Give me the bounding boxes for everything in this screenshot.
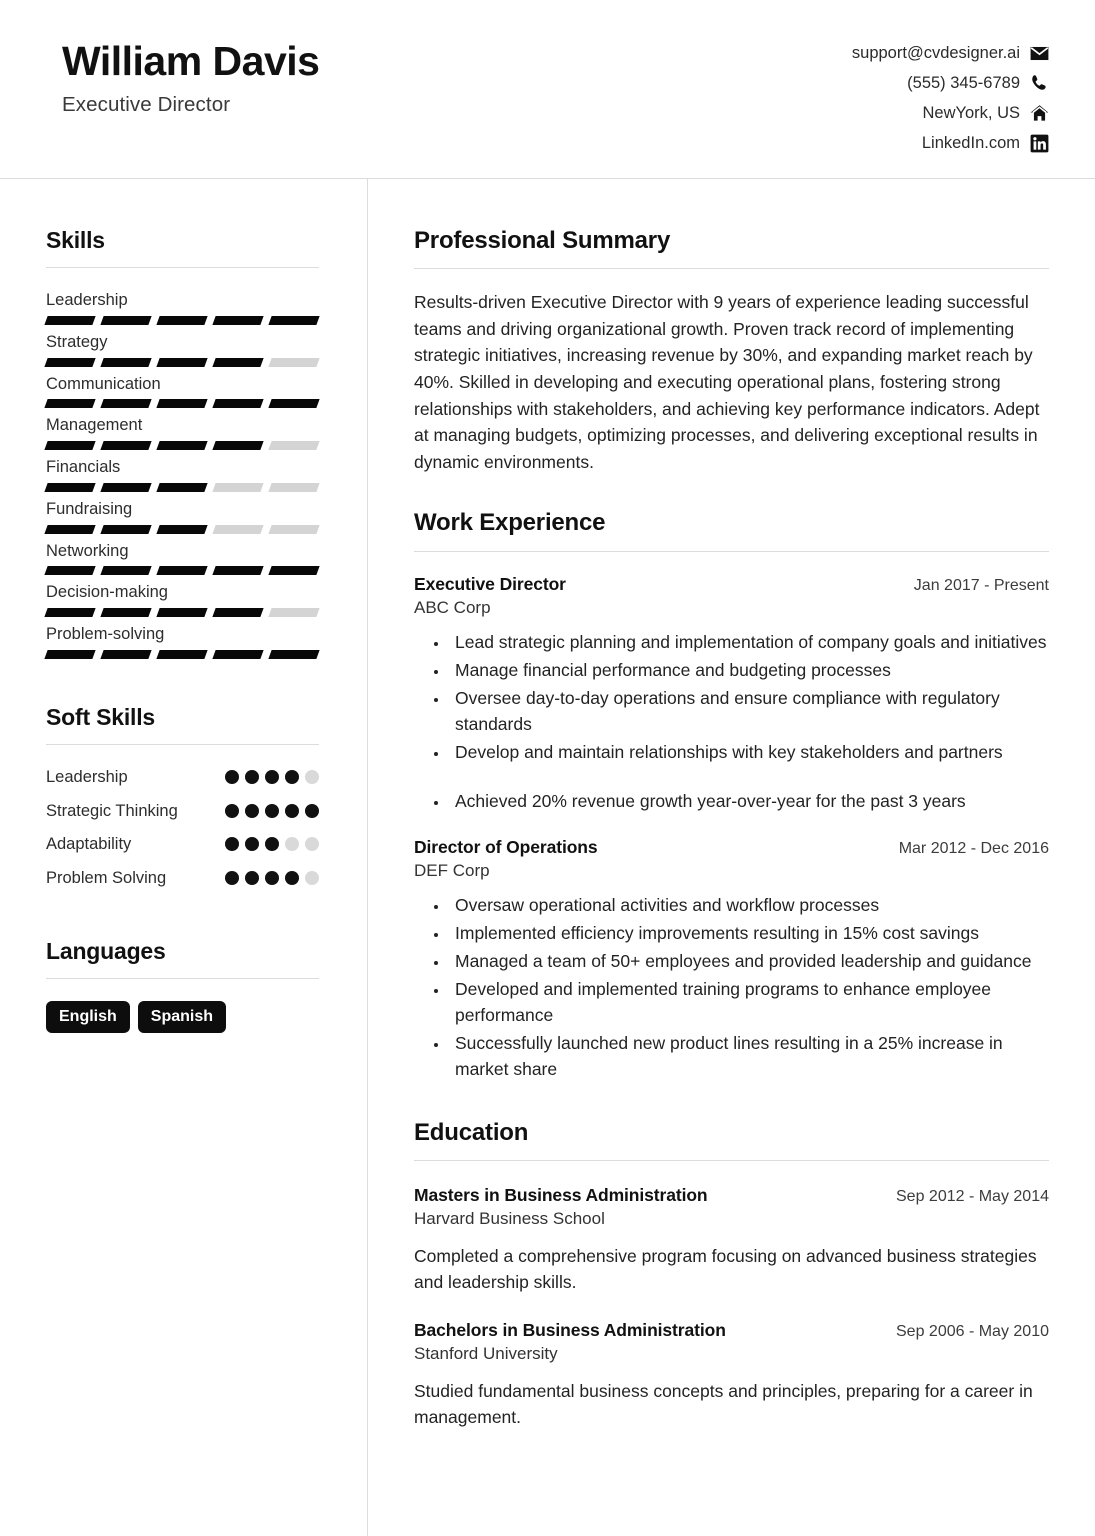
- spacer: [414, 475, 1049, 509]
- skill-bar-segment: [44, 399, 95, 408]
- education-school: Harvard Business School: [414, 1209, 605, 1229]
- summary-text: Results-driven Executive Director with 9 years of experience leading successful teams and driving organizational growth. Proven track record of implementing strategic initiatives, increasing revenue by 30%, and expanding market reach by 40%. Skilled in developing and executing operational plans, fostering strong relationships with stakeholders, and achieving key performance indicators. Adept at managing budgets, optimizing processes, and delivering exceptional results in dynamic environments.: [414, 292, 1040, 472]
- rating-dot: [265, 770, 279, 784]
- languages-list: [46, 1001, 319, 1033]
- skill-name: Fundraising: [46, 499, 133, 518]
- skill-level-bar: [46, 441, 318, 450]
- section-education: [414, 1119, 1049, 1431]
- work-entry: [414, 837, 1049, 1082]
- work-bullet: • Developed and implemented training programs to enhance employee performance: [449, 977, 1049, 1029]
- soft-skill-name: Adaptability: [46, 835, 132, 854]
- contact-email[interactable]: [852, 42, 1049, 66]
- skill-bar-segment: [212, 566, 263, 575]
- soft-skill-row: [46, 832, 319, 858]
- education-description: Studied fundamental business concepts and principles, preparing for a career in management.: [414, 1380, 1033, 1427]
- skill-level-bar: [46, 358, 318, 367]
- spacer: [46, 900, 319, 938]
- skills-list: [46, 288, 319, 659]
- skill-item: [46, 622, 319, 659]
- contact-block: [852, 34, 1049, 156]
- education-heading: Education: [414, 1118, 529, 1146]
- section-soft-skills: [46, 704, 319, 892]
- skill-bar-segment: [156, 483, 207, 492]
- education-degree: Bachelors in Business Administration: [414, 1319, 726, 1340]
- skill-item: [46, 288, 319, 325]
- skill-bar-segment: [44, 316, 95, 325]
- spacer: [414, 1085, 1049, 1119]
- contact-location: [922, 102, 1049, 126]
- rating-dot: [225, 871, 239, 885]
- summary-heading: Professional Summary: [414, 226, 671, 254]
- rating-dot: [245, 804, 259, 818]
- work-entries: [414, 574, 1049, 1083]
- skill-bar-segment: [156, 650, 207, 659]
- skill-bar-segment: [268, 483, 319, 492]
- skill-bar-segment: [268, 358, 319, 367]
- skill-name: Communication: [46, 374, 161, 393]
- soft-skills-heading: Soft Skills: [46, 703, 155, 730]
- rating-dot: [225, 804, 239, 818]
- rating-dot: [265, 871, 279, 885]
- skill-bar-segment: [268, 650, 319, 659]
- spacer: [46, 664, 319, 704]
- work-entry: [414, 574, 1049, 815]
- rating-dot: [245, 837, 259, 851]
- skill-bar-segment: [100, 399, 151, 408]
- skill-item: [46, 413, 319, 450]
- skill-level-bar: [46, 316, 318, 325]
- education-entry-header: [414, 1320, 1049, 1341]
- soft-skills-list: [46, 765, 319, 891]
- rating-dot: [225, 770, 239, 784]
- work-bullet: • Implemented efficiency improvements resulting in 15% cost savings: [449, 921, 1049, 947]
- education-entry: [414, 1320, 1049, 1431]
- education-entry-header: [414, 1185, 1049, 1206]
- contact-linkedin[interactable]: [922, 132, 1049, 156]
- language-chip: English: [46, 1001, 130, 1033]
- skill-bar-segment: [156, 358, 207, 367]
- home-icon: [1030, 104, 1049, 123]
- resume-body: [0, 179, 1095, 1536]
- rating-dot: [285, 837, 299, 851]
- rating-dot: [285, 871, 299, 885]
- rating-dot: [285, 770, 299, 784]
- education-entry: [414, 1185, 1049, 1296]
- soft-skill-rating: [225, 765, 319, 784]
- skill-level-bar: [46, 566, 318, 575]
- skill-bar-segment: [44, 441, 95, 450]
- skill-bar-segment: [100, 358, 151, 367]
- skill-name: Management: [46, 416, 143, 435]
- work-bullet: • Managed a team of 50+ employees and provided leadership and guidance: [449, 949, 1049, 975]
- phone-icon: [1030, 74, 1049, 93]
- work-heading: Work Experience: [414, 509, 606, 537]
- skill-item: [46, 330, 319, 367]
- skill-bar-segment: [212, 358, 263, 367]
- skill-level-bar: [46, 399, 318, 408]
- rating-dot: [225, 837, 239, 851]
- skill-bar-segment: [156, 441, 207, 450]
- education-divider: [414, 1160, 1049, 1161]
- skill-bar-segment: [44, 525, 95, 534]
- work-date-range: Jan 2017 - Present: [913, 577, 1049, 595]
- work-bullet-list: [414, 893, 1049, 1082]
- skill-bar-segment: [268, 316, 319, 325]
- skill-bar-segment: [212, 650, 263, 659]
- skill-bar-segment: [212, 316, 263, 325]
- skill-bar-segment: [156, 316, 207, 325]
- contact-phone[interactable]: [907, 72, 1049, 96]
- work-achievement: • Achieved 20% revenue growth year-over-year for the past 3 years: [449, 789, 1049, 815]
- skills-divider: [46, 267, 319, 268]
- skill-bar-segment: [268, 441, 319, 450]
- soft-skill-rating: [225, 832, 319, 851]
- languages-divider: [46, 978, 319, 979]
- skill-item: [46, 539, 319, 576]
- skill-item: [46, 580, 319, 617]
- skill-bar-segment: [212, 399, 263, 408]
- skill-name: Networking: [46, 541, 129, 560]
- work-bullet: • Successfully launched new product lines resulting in a 25% increase in market share: [449, 1031, 1049, 1083]
- skill-bar-segment: [100, 316, 151, 325]
- soft-skill-name: Problem Solving: [46, 869, 167, 887]
- skill-level-bar: [46, 525, 318, 534]
- section-languages: [46, 938, 319, 1034]
- skill-name: Strategy: [46, 332, 108, 351]
- soft-skill-row: [46, 866, 319, 892]
- work-role: Executive Director: [414, 574, 566, 595]
- rating-dot: [305, 871, 319, 885]
- contact-linkedin-text: LinkedIn.com: [921, 133, 1020, 152]
- contact-location-text: NewYork, US: [922, 103, 1020, 122]
- skill-item: [46, 497, 319, 534]
- skill-bar-segment: [44, 566, 95, 575]
- email-icon: [1030, 44, 1049, 63]
- education-school: Stanford University: [414, 1343, 558, 1363]
- work-company: ABC Corp: [414, 598, 491, 618]
- section-skills: [46, 227, 319, 659]
- skill-name: Problem-solving: [46, 625, 165, 644]
- skill-bar-segment: [268, 525, 319, 534]
- skill-item: [46, 455, 319, 492]
- education-entries: [414, 1185, 1049, 1430]
- skill-bar-segment: [268, 608, 319, 617]
- skill-bar-segment: [212, 483, 263, 492]
- skill-name: Leadership: [46, 291, 128, 310]
- skill-bar-segment: [156, 525, 207, 534]
- skill-bar-segment: [44, 608, 95, 617]
- soft-skills-divider: [46, 744, 319, 745]
- skill-bar-segment: [100, 441, 151, 450]
- soft-skill-row: [46, 765, 319, 791]
- skill-bar-segment: [156, 608, 207, 617]
- soft-skill-name: Leadership: [46, 768, 128, 787]
- skill-level-bar: [46, 608, 318, 617]
- work-bullet: • Oversee day-to-day operations and ensure compliance with regulatory standards: [449, 686, 1049, 738]
- rating-dot: [305, 770, 319, 784]
- work-bullet: • Oversaw operational activities and workflow processes: [449, 893, 1049, 919]
- education-description: Completed a comprehensive program focusing on advanced business strategies and leadership skills.: [414, 1246, 1037, 1293]
- work-bullet: • Lead strategic planning and implementation of company goals and initiatives: [449, 630, 1049, 656]
- skill-bar-segment: [212, 441, 263, 450]
- resume-header: [0, 0, 1095, 179]
- skill-bar-segment: [100, 483, 151, 492]
- contact-phone-text: (555) 345-6789: [907, 73, 1020, 92]
- skill-bar-segment: [268, 399, 319, 408]
- skill-bar-segment: [100, 525, 151, 534]
- soft-skill-name: Strategic Thinking: [46, 801, 178, 820]
- skill-bar-segment: [44, 650, 95, 659]
- soft-skill-row: [46, 799, 319, 825]
- languages-heading: Languages: [46, 937, 166, 964]
- sidebar: [0, 179, 368, 1536]
- identity-block: [62, 34, 319, 117]
- rating-dot: [265, 804, 279, 818]
- skill-level-bar: [46, 650, 318, 659]
- work-bullet: • Develop and maintain relationships with key stakeholders and partners: [449, 740, 1049, 766]
- rating-dot: [245, 770, 259, 784]
- soft-skill-rating: [225, 799, 319, 818]
- skill-bar-segment: [100, 650, 151, 659]
- rating-dot: [245, 871, 259, 885]
- education-degree: Masters in Business Administration: [414, 1185, 708, 1206]
- skill-name: Decision-making: [46, 583, 168, 602]
- work-bullet-list: [414, 630, 1049, 765]
- work-role: Director of Operations: [414, 837, 598, 858]
- rating-dot: [305, 804, 319, 818]
- contact-email-text: support@cvdesigner.ai: [851, 44, 1020, 62]
- main-column: [368, 179, 1095, 1536]
- skill-bar-segment: [156, 566, 207, 575]
- work-divider: [414, 551, 1049, 552]
- skill-item: [46, 372, 319, 409]
- work-company: DEF Corp: [414, 861, 490, 881]
- work-date-range: Mar 2012 - Dec 2016: [898, 840, 1049, 858]
- skills-heading: Skills: [46, 226, 105, 253]
- skill-level-bar: [46, 483, 318, 492]
- skill-bar-segment: [212, 608, 263, 617]
- work-entry-header: [414, 837, 1049, 858]
- section-work-experience: [414, 509, 1049, 1082]
- soft-skill-rating: [225, 866, 319, 885]
- rating-dot: [265, 837, 279, 851]
- skill-bar-segment: [268, 566, 319, 575]
- section-professional-summary: [414, 227, 1049, 476]
- skill-name: Financials: [46, 458, 121, 477]
- candidate-job-title: Executive Director: [62, 93, 231, 117]
- skill-bar-segment: [100, 566, 151, 575]
- language-chip: Spanish: [138, 1001, 226, 1033]
- rating-dot: [305, 837, 319, 851]
- candidate-name: William Davis: [62, 38, 320, 84]
- education-date-range: Sep 2006 - May 2010: [896, 1322, 1049, 1340]
- work-achievement-list: [414, 789, 1049, 815]
- skill-bar-segment: [156, 399, 207, 408]
- rating-dot: [285, 804, 299, 818]
- work-entry-header: [414, 574, 1049, 595]
- skill-bar-segment: [44, 358, 95, 367]
- education-date-range: Sep 2012 - May 2014: [896, 1188, 1049, 1206]
- work-bullet: • Manage financial performance and budgeting processes: [449, 658, 1049, 684]
- summary-divider: [414, 268, 1049, 269]
- linkedin-icon: [1030, 134, 1049, 153]
- skill-bar-segment: [44, 483, 95, 492]
- skill-bar-segment: [100, 608, 151, 617]
- skill-bar-segment: [212, 525, 263, 534]
